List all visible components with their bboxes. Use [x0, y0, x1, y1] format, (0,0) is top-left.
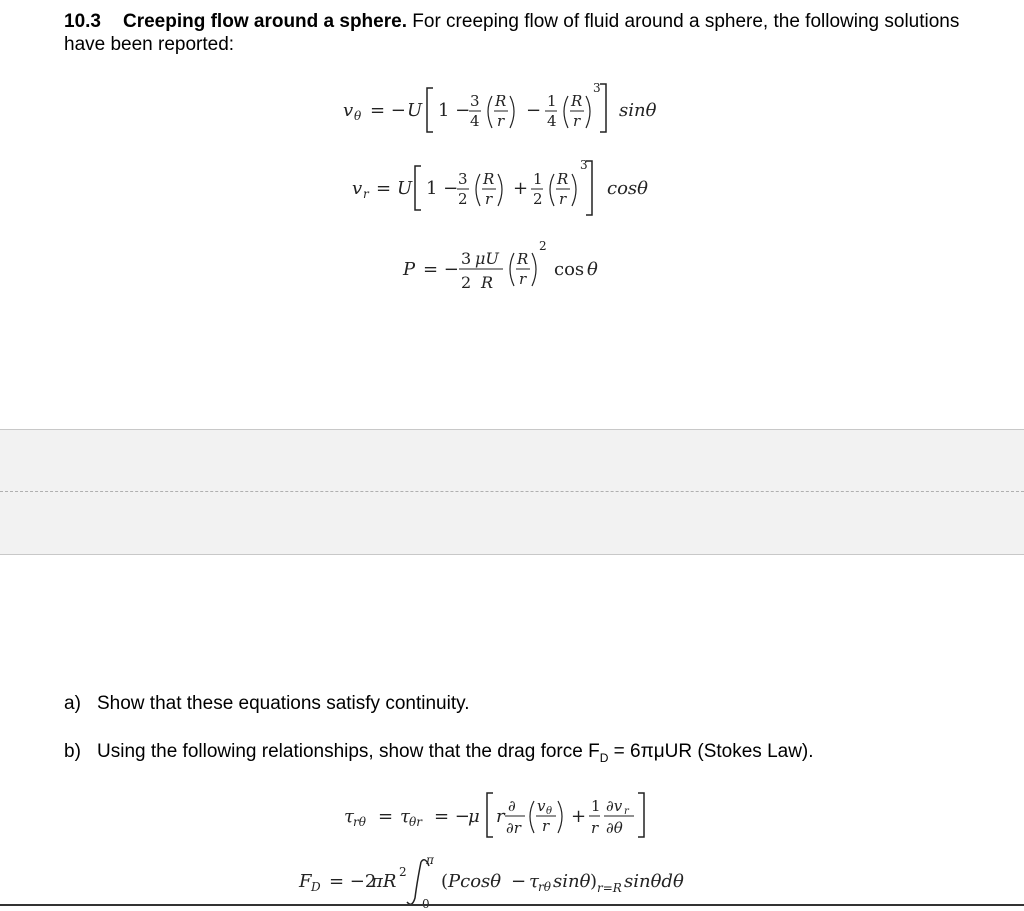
problem-statement: [64, 10, 964, 56]
svg-text:r: r: [591, 819, 599, 837]
equation-shear-stress-graphic: [344, 782, 674, 842]
svg-text:v: v: [537, 797, 546, 815]
svg-text:Pcosθ: Pcosθ: [448, 871, 502, 892]
svg-text:∂θ: ∂θ: [606, 819, 623, 837]
svg-text:2: 2: [399, 865, 407, 879]
svg-text:3: 3: [470, 92, 480, 110]
svg-text:3: 3: [580, 158, 588, 172]
svg-text:r=R: r=R: [597, 881, 622, 895]
svg-text:R: R: [517, 250, 529, 268]
svg-text:1 −: 1 −: [426, 178, 459, 199]
svg-text:∂v: ∂v: [606, 797, 623, 815]
svg-text:2: 2: [539, 239, 547, 253]
problem-title: Creeping flow around a sphere.: [122, 11, 407, 32]
svg-text:π: π: [426, 853, 434, 867]
equation-drag-force-graphic: [299, 852, 729, 906]
svg-text:∂: ∂: [508, 797, 516, 815]
svg-text:πR: πR: [371, 871, 397, 892]
svg-text:−: −: [526, 100, 542, 121]
svg-text:sinθ: sinθ: [553, 871, 591, 892]
svg-text:sinθ: sinθ: [619, 100, 657, 121]
svg-text:cos: cos: [554, 259, 585, 280]
svg-text:3: 3: [458, 170, 468, 188]
question-b-subscript: D: [599, 750, 609, 765]
svg-text:sinθdθ: sinθdθ: [624, 871, 684, 892]
svg-text:r: r: [573, 112, 581, 130]
svg-text:1 −: 1 −: [438, 100, 471, 121]
svg-text:= −: = −: [434, 806, 470, 827]
svg-text:R: R: [481, 273, 494, 292]
svg-text:F: F: [299, 871, 312, 892]
equation-drag-force: [299, 852, 729, 911]
svg-text:2: 2: [533, 190, 543, 208]
svg-text:−: −: [511, 871, 527, 892]
svg-text:r: r: [559, 190, 567, 208]
svg-text:rθ: rθ: [353, 815, 366, 829]
problem-intro: For creeping flow of fluid around a sphere, the following solutions have been reported:: [64, 11, 960, 55]
svg-text:=: =: [378, 806, 394, 827]
svg-text:R: R: [571, 92, 583, 110]
svg-text:(: (: [441, 871, 449, 892]
svg-text:r: r: [485, 190, 493, 208]
svg-text:4: 4: [547, 112, 557, 130]
question-b: [64, 740, 814, 770]
svg-text:): ): [590, 871, 598, 892]
svg-text:θ: θ: [354, 109, 362, 123]
svg-text:+: +: [571, 806, 587, 827]
svg-text:4: 4: [470, 112, 480, 130]
svg-text:= −: = −: [370, 100, 406, 121]
svg-text:1: 1: [591, 797, 601, 815]
equation-pressure-graphic: [403, 236, 623, 296]
shaded-band-upper: [0, 429, 1024, 492]
svg-text:r: r: [496, 806, 505, 827]
svg-text:3: 3: [593, 81, 601, 95]
question-a-label: a): [64, 693, 81, 714]
svg-text:=: =: [376, 178, 392, 199]
question-b-text: Using the following relationships, show that the drag force F: [97, 741, 600, 762]
question-b-label: b): [64, 741, 81, 762]
problem-number: 10.3: [64, 11, 101, 32]
equation-pressure: [403, 236, 623, 301]
svg-text:U: U: [407, 100, 423, 121]
svg-text:1: 1: [547, 92, 557, 110]
svg-text:R: R: [495, 92, 507, 110]
svg-text:r: r: [624, 806, 629, 817]
svg-text:r: r: [363, 187, 369, 201]
svg-text:= −2: = −2: [329, 871, 377, 892]
svg-text:v: v: [343, 100, 354, 121]
equation-shear-stress: [344, 782, 674, 847]
question-b-text-end: = 6πμUR (Stokes Law).: [608, 741, 814, 762]
svg-text:U: U: [397, 178, 413, 199]
svg-text:τ: τ: [400, 806, 410, 827]
svg-text:cosθ: cosθ: [607, 178, 648, 199]
svg-text:2: 2: [458, 190, 468, 208]
svg-text:rθ: rθ: [538, 880, 551, 894]
svg-text:θr: θr: [409, 815, 422, 829]
svg-text:2: 2: [461, 273, 472, 292]
svg-text:P: P: [403, 259, 416, 280]
equation-v-theta: [340, 74, 670, 149]
question-a: [64, 692, 469, 715]
svg-text:r: r: [497, 112, 505, 130]
svg-text:R: R: [483, 170, 495, 188]
svg-text:3: 3: [461, 249, 472, 268]
svg-text:θ: θ: [546, 806, 553, 817]
svg-text:r: r: [542, 817, 550, 835]
svg-text:τ: τ: [529, 871, 539, 892]
svg-text:μ: μ: [468, 806, 480, 827]
svg-text:R: R: [557, 170, 569, 188]
equation-v-theta-graphic: [340, 74, 670, 144]
svg-text:+: +: [513, 178, 529, 199]
svg-text:τ: τ: [344, 806, 354, 827]
svg-text:1: 1: [533, 170, 543, 188]
equation-v-r-graphic: [352, 155, 662, 225]
question-a-text: Show that these equations satisfy continuity.: [97, 693, 470, 714]
svg-text:r: r: [519, 270, 527, 288]
svg-text:μU: μU: [475, 249, 499, 268]
shaded-band-lower: [0, 492, 1024, 555]
svg-text:θ: θ: [587, 259, 598, 280]
svg-text:= −: = −: [423, 259, 459, 280]
svg-text:∂r: ∂r: [506, 819, 521, 837]
equation-v-r: [352, 155, 662, 230]
svg-text:D: D: [311, 880, 321, 894]
svg-text:v: v: [352, 178, 363, 199]
